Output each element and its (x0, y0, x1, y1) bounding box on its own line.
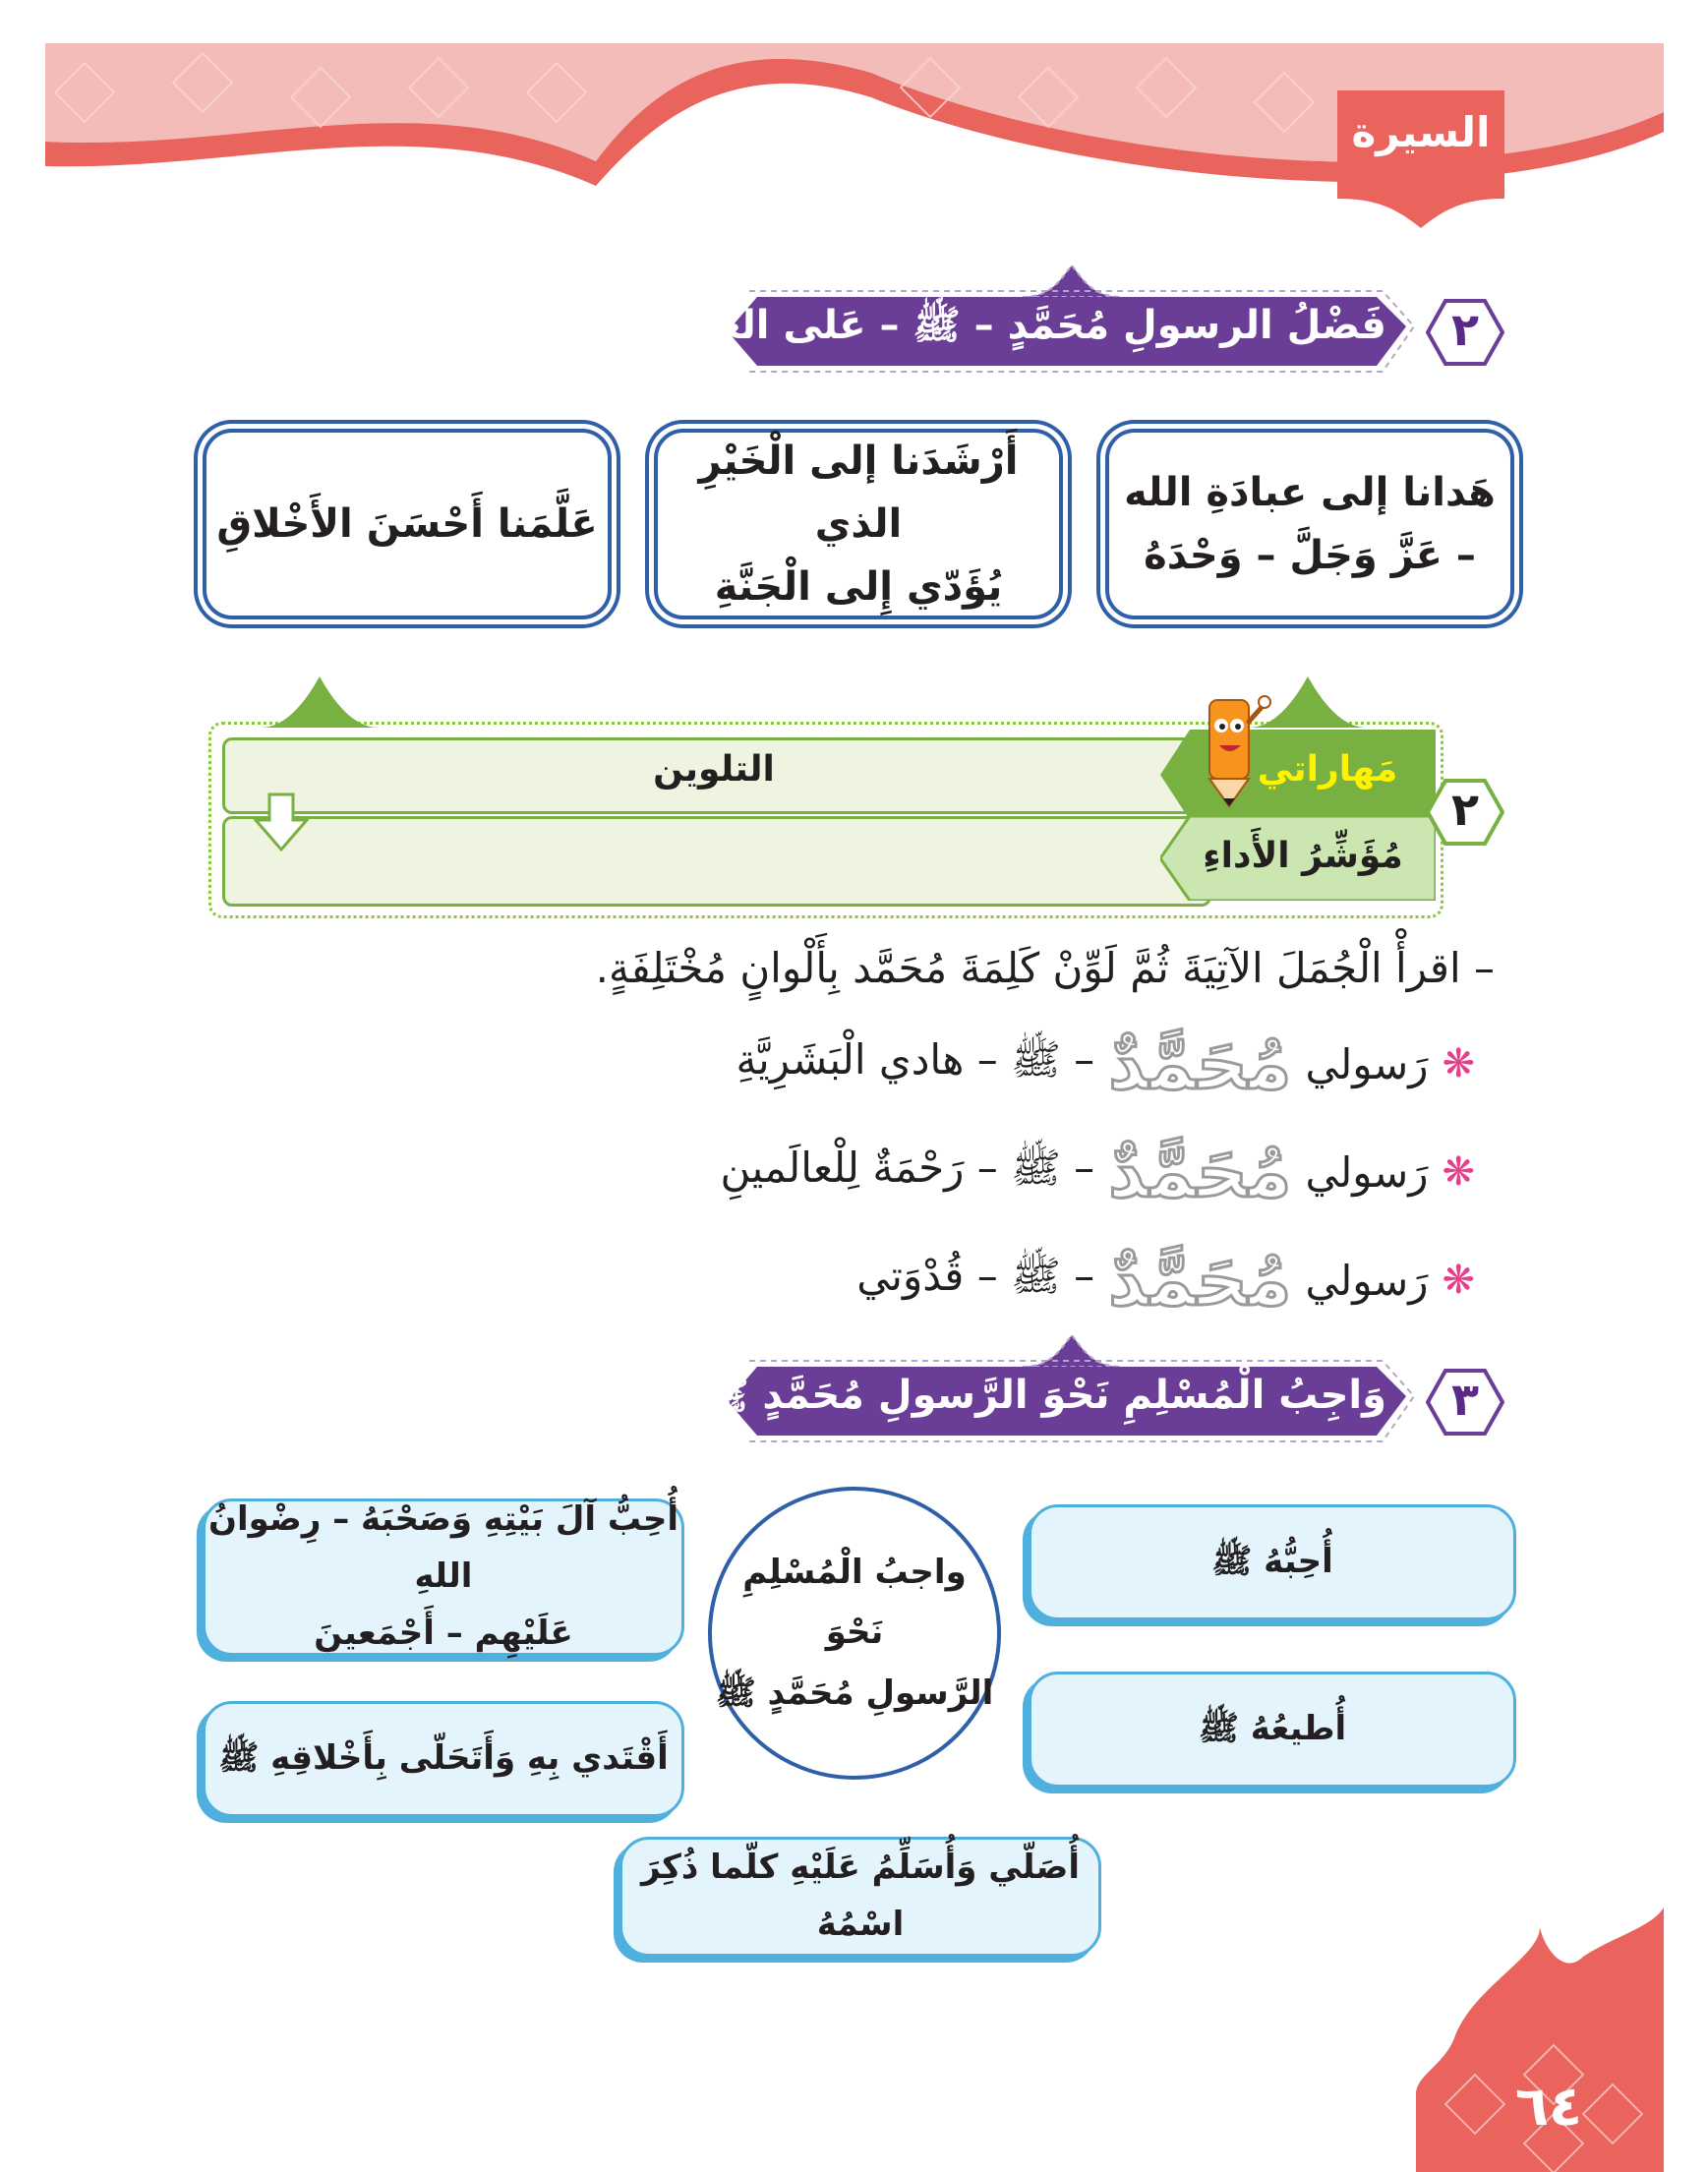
duties-center-circle (708, 1487, 1001, 1780)
feature-box-worship (1105, 429, 1514, 619)
sentence-end: – ﷺ – رَحْمَةٌ لِلْعالَمينِ (720, 1143, 1095, 1192)
feature-box-guidance-line1: أَرْشَدَنا إلى الْخَيْرِ الذي (698, 439, 1019, 547)
section-title: السيرة (1351, 108, 1491, 156)
feature-box-worship-line2: – عَزَّ وَجَلَّ – وَحْدَهُ (1144, 533, 1476, 578)
skills-number: ٢ (1450, 783, 1480, 836)
feature-box-morals-line1: عَلَّمَنا أَحْسَنَ الأَخْلاقِ (216, 501, 598, 547)
sentence-row (492, 1131, 1475, 1213)
duty-card-obey (1029, 1672, 1516, 1788)
sentence-start: رَسولي (1305, 1147, 1429, 1197)
coloring-word[interactable]: مُحَمَّدٌ (1108, 1131, 1292, 1213)
indicator-label: مُؤَشِّرُ الأَداءِ (1203, 836, 1403, 876)
section3-number: ٣ (1450, 1373, 1480, 1426)
center-line2: الرَّسولِ مُحَمَّدٍ ﷺ (715, 1673, 994, 1713)
skills-label: مَهاراتي (1257, 749, 1398, 790)
bullet-star-icon: ❋ (1442, 1258, 1475, 1303)
feature-box-worship-line1: هَدانا إلى عبادَةِ الله (1124, 470, 1496, 515)
sentence-row (492, 1239, 1475, 1321)
sentence-start: رَسولي (1305, 1039, 1429, 1088)
sentence-start: رَسولي (1305, 1256, 1429, 1305)
duty-pray-text: أُصَلّي وَأُسَلِّمُ عَلَيْهِ كلّما ذُكِرَ اسْمُهُ (640, 1848, 1081, 1944)
skills-dome-left (261, 673, 379, 728)
sentence-end: – ﷺ – هادي الْبَشَرِيَّةِ (736, 1034, 1095, 1084)
duty-obey-text: أُطيعُهُ ﷺ (1198, 1709, 1347, 1749)
indicator-bar (222, 816, 1211, 907)
coloring-word[interactable]: مُحَمَّدٌ (1108, 1239, 1292, 1321)
coloring-word[interactable]: مُحَمَّدٌ (1108, 1023, 1292, 1105)
section3-title: وَاجِبُ الْمُسْلِمِ نَحْوَ الرَّسولِ مُحَمَّدٍ ﷺ . (673, 1373, 1386, 1418)
pencil-mascot-icon (1194, 692, 1272, 810)
duty-card-family (203, 1498, 684, 1656)
skill-name: التلوين (653, 749, 775, 790)
feature-box-guidance (654, 429, 1063, 619)
section2-title: فَضْلُ الرسولِ مُحَمَّدٍ – ﷺ – عَلى العَالَمينَ. (596, 303, 1386, 348)
duty-card-love (1029, 1504, 1516, 1620)
duty-card-pray (619, 1837, 1101, 1957)
page-number: ٦٤ (1514, 2075, 1583, 2139)
bullet-star-icon: ❋ (1442, 1149, 1475, 1195)
duty-love-text: أُحِبُّهُ ﷺ (1211, 1542, 1333, 1582)
sentence-end: – ﷺ – قُدْوَتي (856, 1251, 1095, 1300)
bullet-star-icon: ❋ (1442, 1041, 1475, 1086)
down-arrow-icon (254, 792, 309, 851)
duty-family-line2: عَلَيْهِم – أَجْمَعينَ (314, 1613, 573, 1653)
center-line1: واجبُ الْمُسْلِمِ نَحْوَ (742, 1553, 967, 1653)
exercise-instruction: – اقرأْ الْجُمَلَ الآتِيَةَ ثُمَّ لَوِّنْ كَلِمَةَ مُحَمَّد بِأَلْوانٍ مُخْتَلِفَةٍ. (595, 944, 1495, 992)
feature-box-morals (203, 429, 612, 619)
section2-number: ٢ (1450, 303, 1480, 356)
duty-card-emulate (203, 1701, 684, 1817)
feature-box-guidance-line2: يُؤَدّي إِلى الْجَنَّةِ (714, 564, 1003, 610)
duty-family-line1: أُحِبُّ آلَ بَيْتِهِ وَصَحْبَهُ – رِضْوانُ اللهِ (207, 1499, 679, 1597)
duty-emulate-text: أَقْتَدي بِهِ وَأَتَحَلّى بِأَخْلاقِهِ ﷺ (218, 1738, 669, 1779)
sentence-row (492, 1023, 1475, 1105)
